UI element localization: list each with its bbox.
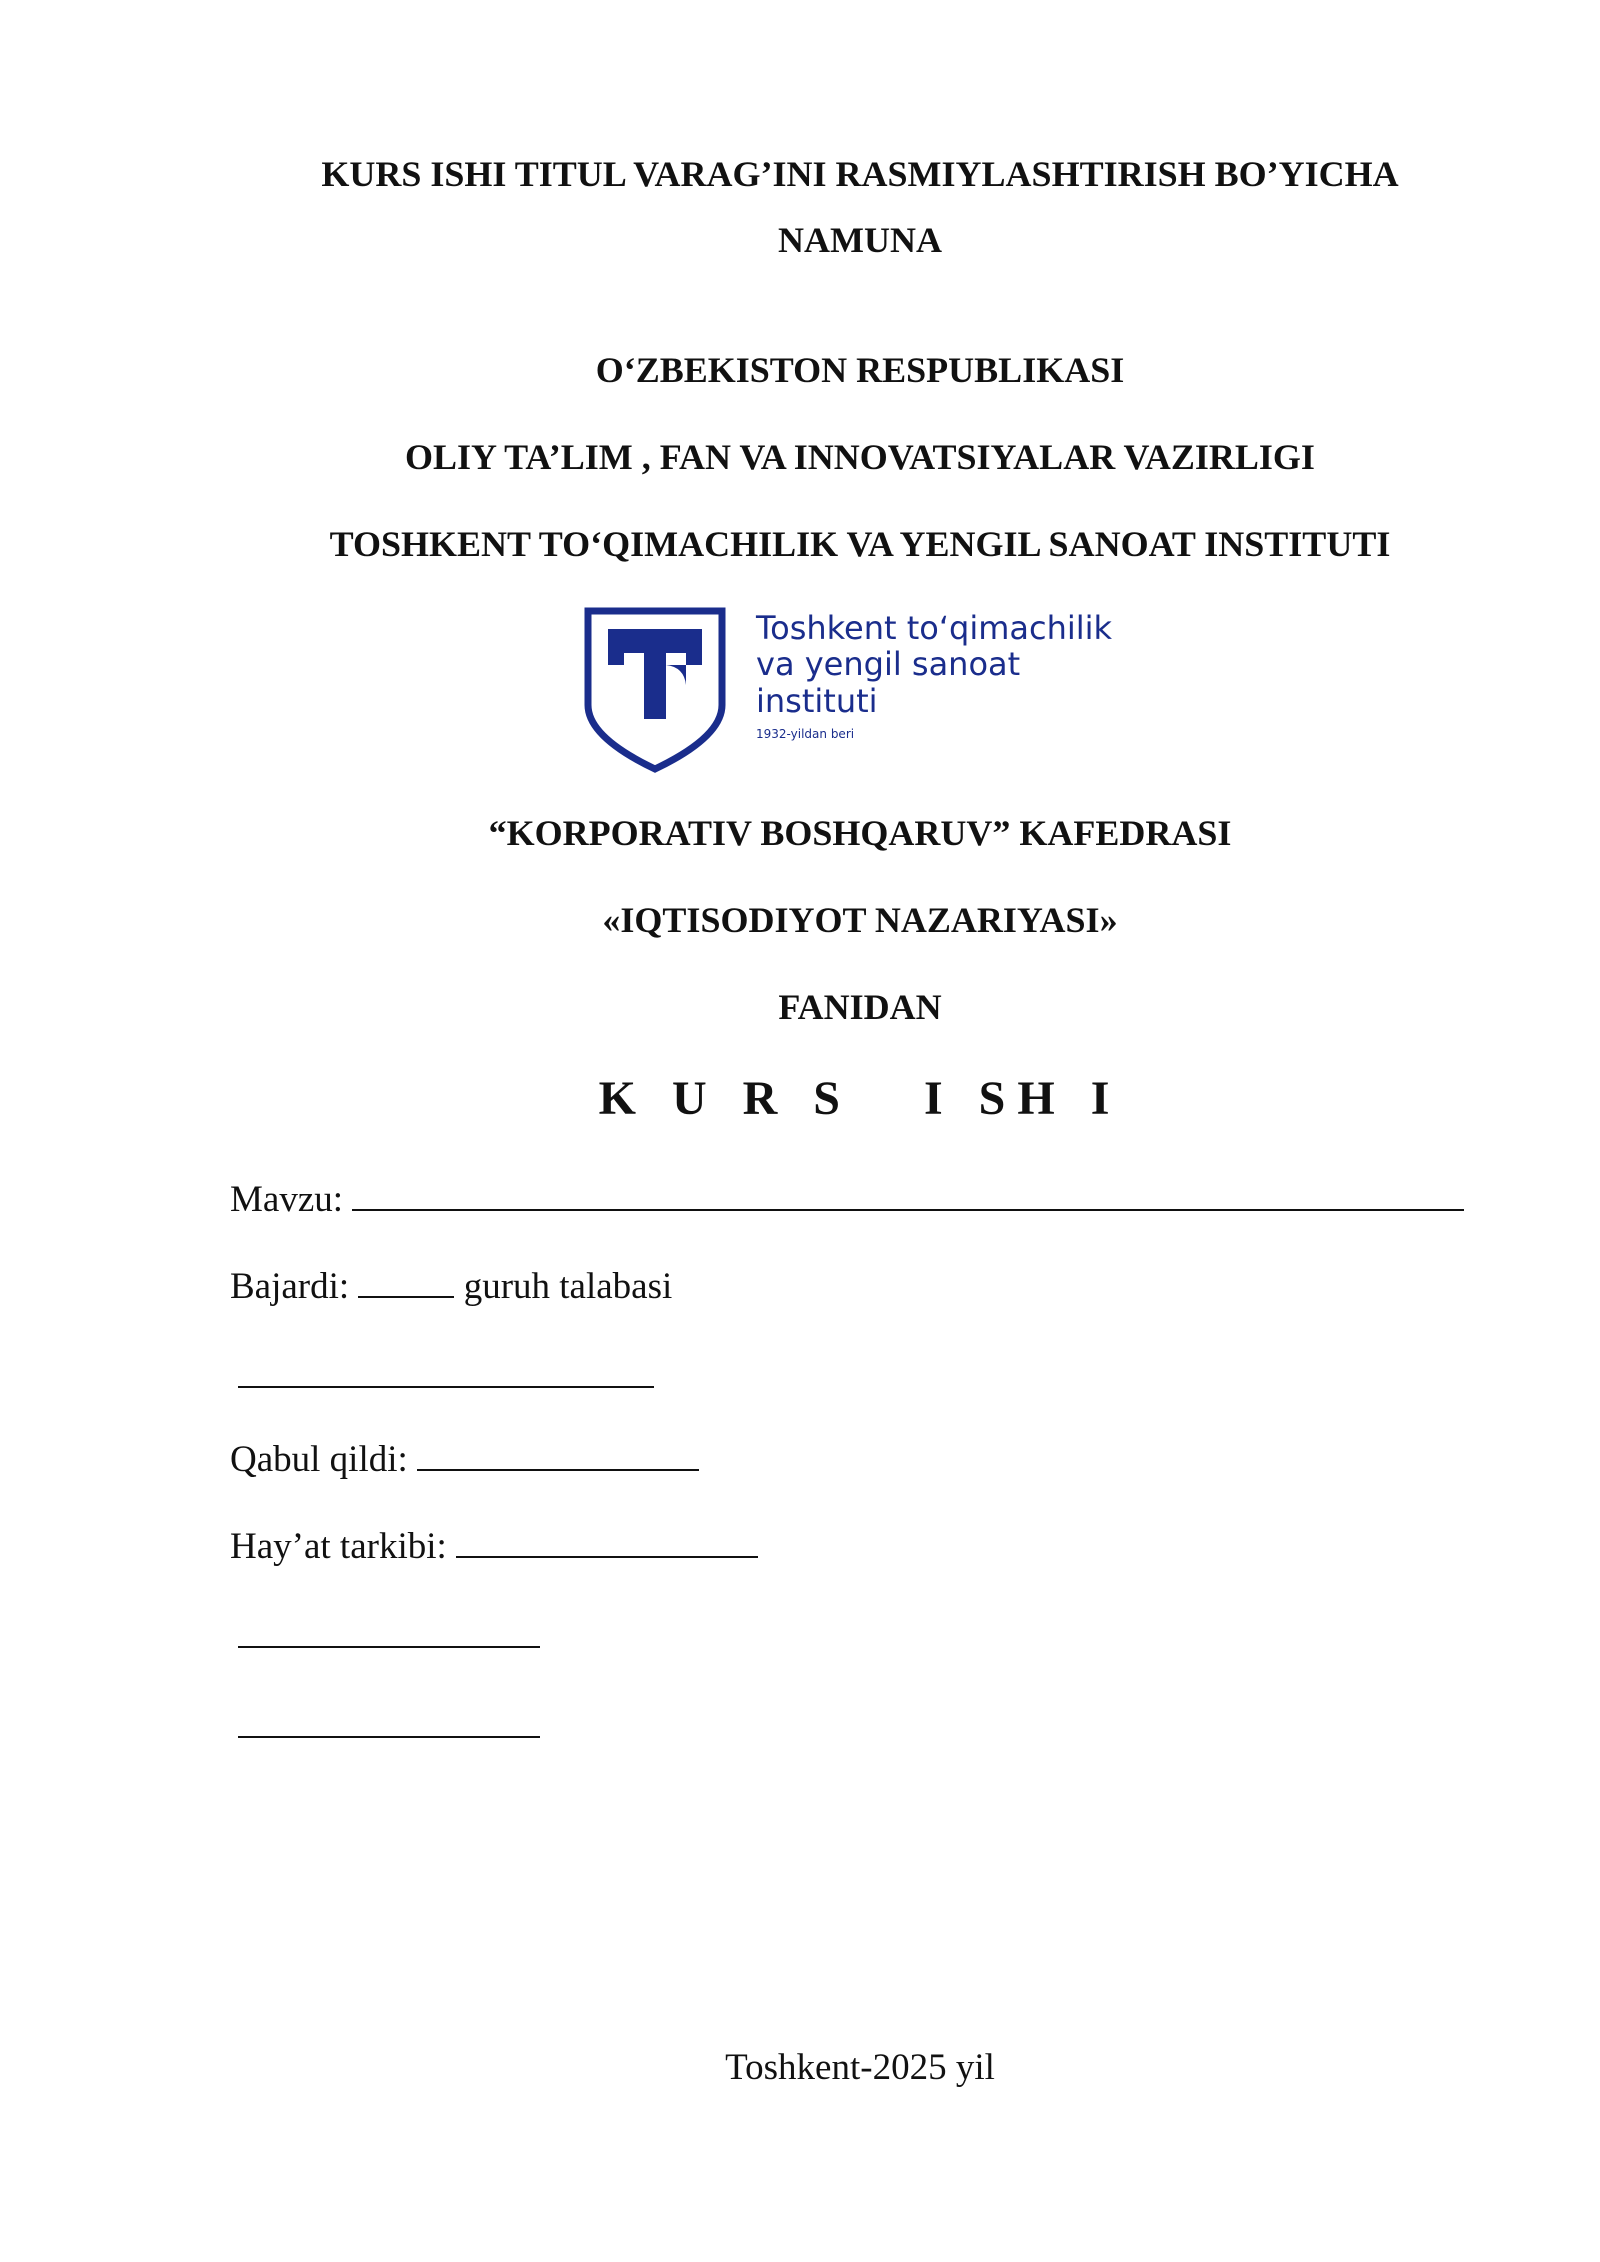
shield-logo-icon [584, 607, 726, 773]
logo-text-line2: va yengil sanoat [756, 645, 1021, 683]
sample-heading-line1: KURS ISHI TITUL VARAG’INI RASMIYLASHTIRISH BO’YICHA [321, 154, 1399, 194]
ministry-name: OLIY TA’LIM , FAN VA INNOVATSIYALAR VAZIRLIGI [405, 437, 1315, 477]
document-title: K U R S I SH I [598, 1072, 1122, 1125]
logo-text-line3: instituti [756, 682, 878, 720]
subject-name: «IQTISODIYOT NAZARIYASI» [602, 900, 1118, 940]
logo-since: 1932-yildan beri [756, 727, 855, 741]
department-name: “KORPORATIV BOSHQARUV” KAFEDRASI [488, 813, 1232, 853]
group-suffix: guruh talabasi [463, 1266, 673, 1307]
footer-city-year: Toshkent-2025 yil [725, 2047, 995, 2088]
committee-label: Hay’at tarkibi: [230, 1526, 447, 1567]
done-label: Bajardi: [230, 1266, 350, 1307]
committee-blank-1 [456, 1526, 758, 1558]
logo-text-line1: Toshkent to‘qimachilik [756, 609, 1113, 647]
committee-blank-2 [238, 1616, 540, 1648]
topic-label: Mavzu: [230, 1179, 344, 1220]
subject-suffix: FANIDAN [778, 987, 942, 1027]
institute-logo [584, 607, 1144, 777]
accepted-label: Qabul qildi: [230, 1439, 408, 1480]
sample-heading-line2: NAMUNA [778, 220, 942, 260]
accepted-blank [417, 1439, 699, 1471]
done-field [230, 1265, 672, 1308]
institute-name: TOSHKENT TO‘QIMACHILIK VA YENGIL SANOAT INSTITUTI [329, 524, 1391, 564]
committee-field [230, 1525, 758, 1568]
accepted-field [230, 1438, 699, 1481]
country-name: O‘ZBEKISTON RESPUBLIKASI [595, 350, 1125, 390]
committee-blank-3 [238, 1706, 540, 1738]
topic-blank [352, 1179, 1464, 1211]
topic-field [230, 1178, 1464, 1221]
student-name-blank [238, 1356, 654, 1388]
group-blank [358, 1266, 454, 1298]
